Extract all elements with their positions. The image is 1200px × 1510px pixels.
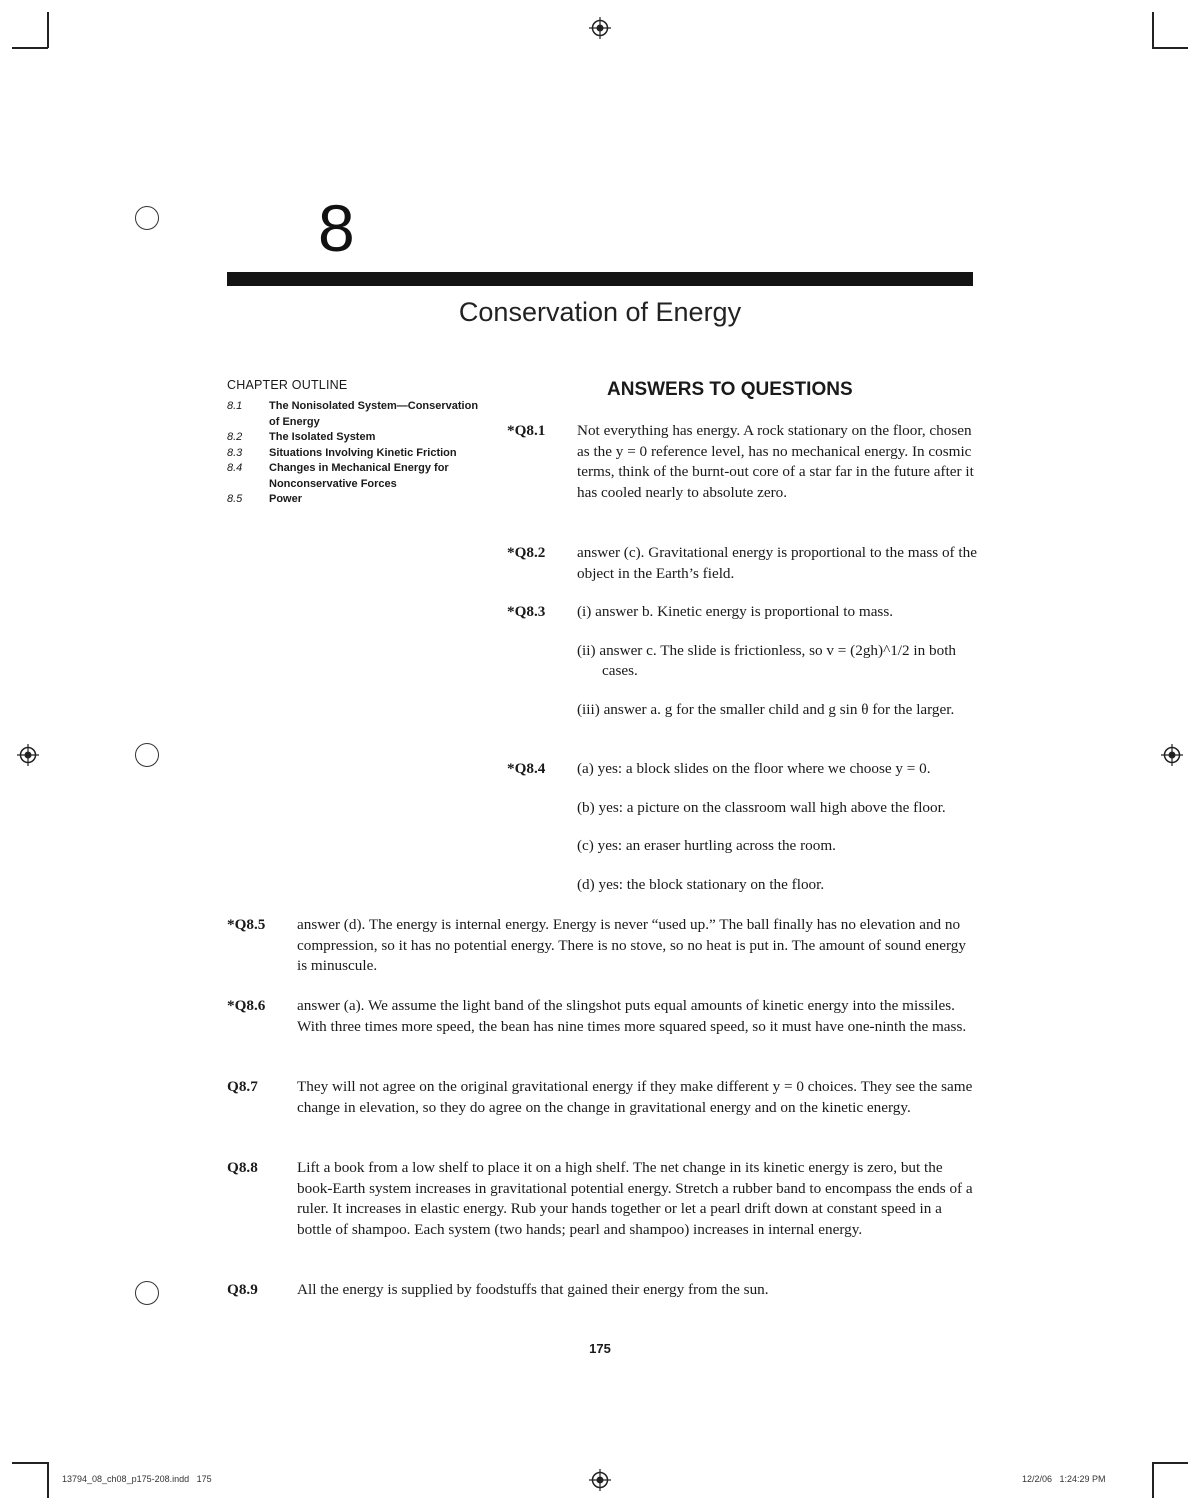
question-label: *Q8.5: [227, 916, 266, 933]
question-label: *Q8.6: [227, 997, 266, 1014]
binder-hole-icon: [135, 206, 159, 230]
question-label: *Q8.3: [507, 603, 546, 620]
binder-hole-icon: [135, 1281, 159, 1305]
outline-item: [227, 461, 487, 492]
question-8-5: [227, 915, 977, 977]
outline-item: [227, 430, 487, 446]
question-label: *Q8.1: [507, 422, 546, 439]
answers-heading: ANSWERS TO QUESTIONS: [607, 379, 853, 400]
crop-mark: [1152, 47, 1188, 49]
outline-item-title: The Isolated System: [269, 431, 376, 443]
outline-item-title: Power: [269, 493, 303, 505]
question-8-9: [227, 1280, 977, 1301]
answer-paragraph: (b) yes: a picture on the classroom wall high above the floor.: [577, 798, 946, 816]
outline-item-number: 8.5: [227, 493, 243, 505]
outline-item-number: 8.2: [227, 431, 243, 443]
answer-paragraph: (iii) answer a. g for the smaller child and g sin θ for the larger.: [577, 701, 955, 719]
slug-filename: 13794_08_ch08_p175-208.indd 175: [62, 1474, 212, 1484]
outline-item-number: 8.4: [227, 462, 243, 474]
crop-mark: [47, 1462, 49, 1498]
question-8-6: [227, 996, 977, 1037]
question-label: *Q8.2: [507, 544, 546, 561]
answer-paragraph: They will not agree on the original gravitational energy if they make different y = 0 choices. They see the same change in elevation, so they do agree on the change in gravitational energy and on the kinetic energy.: [297, 1078, 973, 1116]
question-8-4: [507, 759, 977, 896]
answer-paragraph: answer (d). The energy is internal energy. Energy is never “used up.” The ball finally has no elevation and no compression, so it has no potential energy. There is no stove, so no heat is put in. The amount of sound energy is minuscule.: [297, 916, 966, 975]
crop-mark: [1152, 12, 1154, 48]
question-label: Q8.7: [227, 1078, 258, 1095]
chapter-title: Conservation of Energy: [458, 297, 742, 327]
registration-mark-icon: [589, 1469, 611, 1491]
answer-paragraph: answer (c). Gravitational energy is proportional to the mass of the object in the Earth’s field.: [577, 544, 977, 582]
registration-mark-icon: [17, 744, 39, 766]
outline-item: [227, 399, 487, 430]
outline-item-title: The Nonisolated System—Conservation of Energy: [269, 400, 479, 428]
question-8-3: [507, 602, 977, 721]
chapter-number: 8: [318, 191, 355, 265]
question-8-1: [507, 421, 977, 504]
answer-paragraph: (c) yes: an eraser hurtling across the room.: [577, 837, 836, 855]
crop-mark: [47, 12, 49, 48]
registration-mark-icon: [1161, 744, 1183, 766]
slug-timestamp: 12/2/06 1:24:29 PM: [1022, 1474, 1106, 1484]
answer-paragraph: Not everything has energy. A rock stationary on the floor, chosen as the y = 0 reference level, has no mechanical energy. In cosmic terms, think of the burnt-out core of a star far in the future after it has cooled nearly to absolute zero.: [577, 422, 974, 502]
page-number: 175: [589, 1341, 611, 1356]
chapter-outline: [227, 377, 487, 508]
answer-paragraph: (ii) answer c. The slide is frictionless, so v = (2gh)^1/2 in both cases.: [577, 641, 957, 680]
question-8-7: [227, 1077, 977, 1118]
crop-mark: [12, 1462, 48, 1464]
outline-item-title: Situations Involving Kinetic Friction: [269, 446, 457, 459]
question-label: Q8.9: [227, 1281, 258, 1298]
question-8-2: [507, 543, 977, 584]
answer-paragraph: Lift a book from a low shelf to place it on a high shelf. The net change in its kinetic energy is zero, but the book-Earth system increases in gravitational potential energy. Stretch a rubber band to encompass the ends of a ruler. It increases in elastic energy. Rub your hands together or let a pearl drift down at constant speed in a bottle of shampoo. Each system (two hands; pearl and shampoo) increases in internal energy.: [297, 1159, 973, 1239]
answer-paragraph: (d) yes: the block stationary on the floor.: [577, 876, 825, 894]
question-8-8: [227, 1158, 977, 1241]
answer-paragraph: answer (a). We assume the light band of the slingshot puts equal amounts of kinetic energy into the missiles. With three times more speed, the bean has nine times more squared speed, so it must have one-ninth the mass.: [297, 997, 967, 1035]
crop-mark: [12, 47, 48, 49]
answer-paragraph: (a) yes: a block slides on the floor where we choose y = 0.: [577, 760, 931, 777]
outline-item-number: 8.3: [227, 446, 243, 459]
answer-paragraph: (i) answer b. Kinetic energy is proportional to mass.: [577, 603, 894, 620]
answer-paragraph: All the energy is supplied by foodstuffs that gained their energy from the sun.: [297, 1281, 769, 1298]
outline-item-number: 8.1: [227, 400, 243, 412]
chapter-rule: [227, 272, 973, 286]
outline-heading: CHAPTER OUTLINE: [227, 378, 348, 392]
crop-mark: [1152, 1462, 1188, 1464]
crop-mark: [1152, 1462, 1154, 1498]
outline-item: [227, 492, 487, 508]
binder-hole-icon: [135, 743, 159, 767]
question-label: Q8.8: [227, 1159, 258, 1176]
registration-mark-icon: [589, 17, 611, 39]
outline-item: [227, 446, 487, 462]
outline-item-title: Changes in Mechanical Energy for Nonconservative Forces: [269, 462, 449, 490]
question-label: *Q8.4: [507, 760, 546, 777]
